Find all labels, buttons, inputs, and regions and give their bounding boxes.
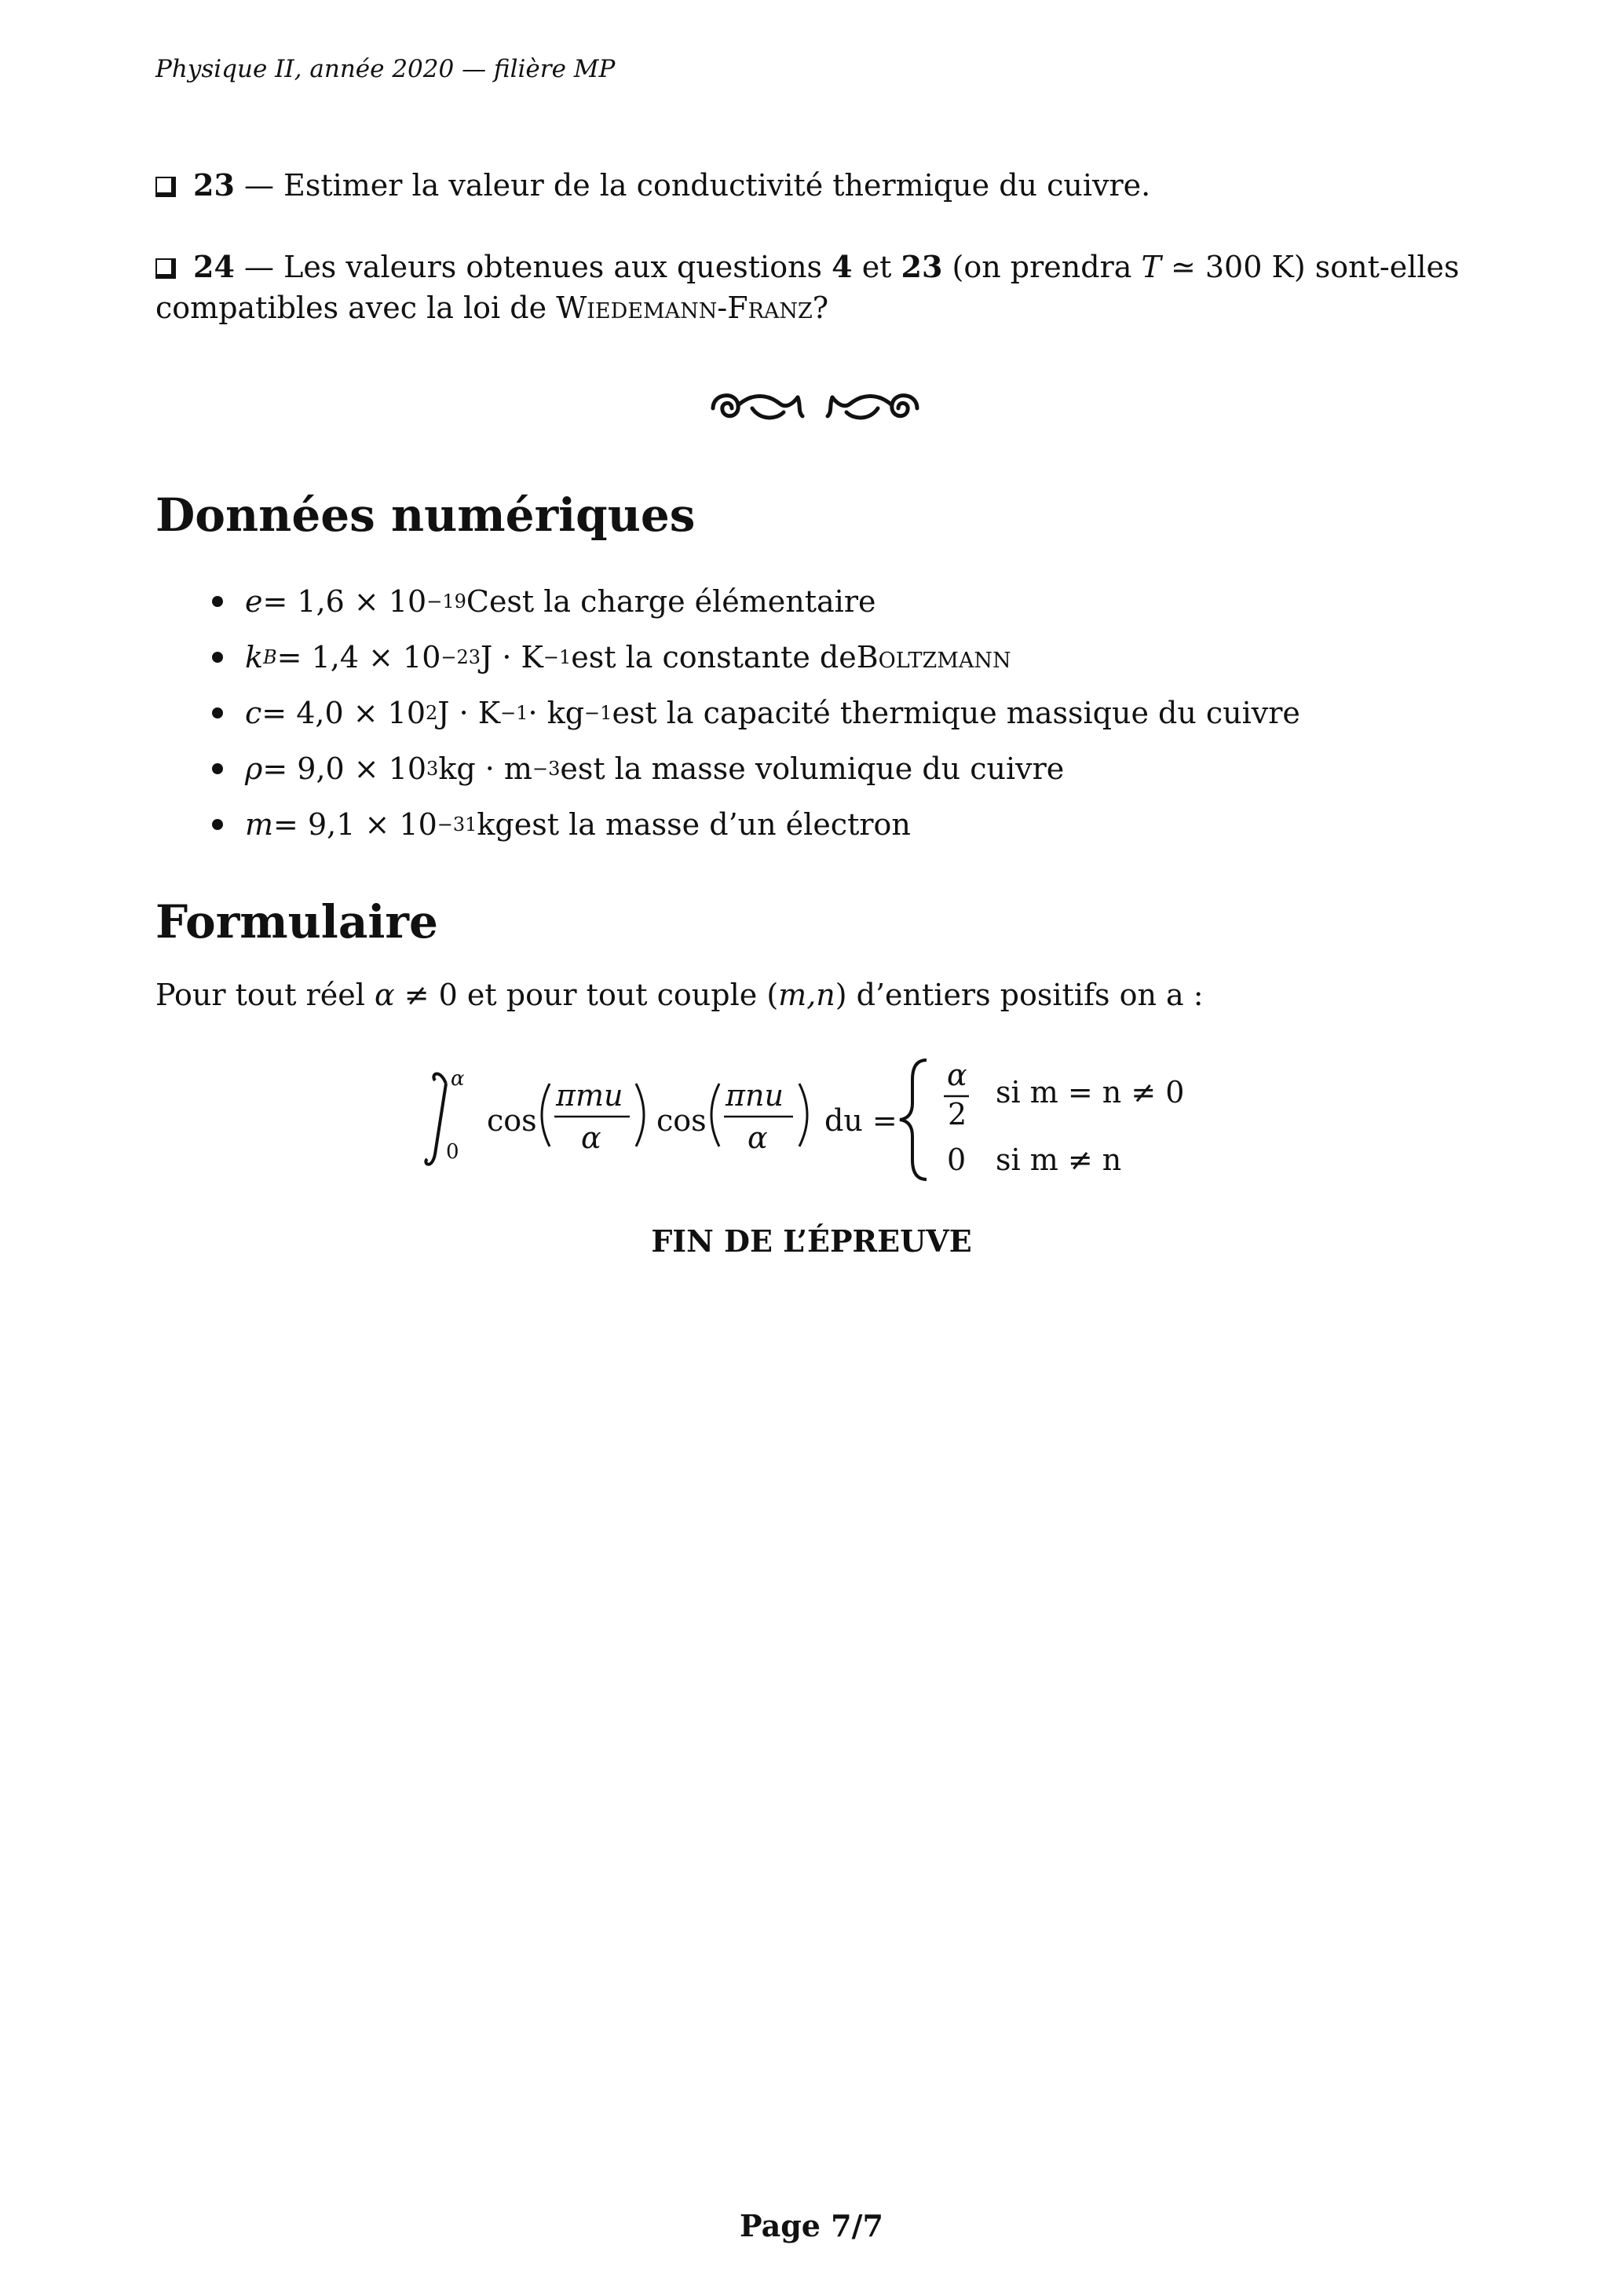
checkbox-icon: [155, 258, 176, 279]
question-number: 24: [193, 249, 235, 284]
question-24: 24 — Les valeurs obtenues aux questions 4 et 23 (on prendra T ≃ 300 K) sont-elles compatibles avec la loi de Wiedemann-Franz?: [155, 249, 1460, 325]
cos-2: cos: [656, 1103, 707, 1138]
bullet-icon: [212, 707, 223, 718]
question-text: Estimer la valeur de la conductivité thermique du cuivre.: [283, 168, 1151, 203]
case2-cond: si m ≠ n: [996, 1143, 1122, 1177]
num-1: πmu: [556, 1078, 623, 1113]
paren-left-1: [542, 1084, 550, 1146]
case2-val: 0: [947, 1143, 967, 1177]
paren-right-2: [799, 1084, 807, 1146]
formula-intro: Pour tout réel α ≠ 0 et pour tout couple (m,n) d’entiers positifs on a :: [155, 978, 1204, 1012]
list-item: e = 1,6 × 10 −19 C est la charge élémentaire: [212, 573, 1300, 629]
bullet-icon: [212, 652, 223, 663]
ornament-icon: [705, 377, 925, 440]
bullet-icon: [212, 596, 223, 607]
integral-lower: 0: [446, 1140, 459, 1164]
bullet-icon: [212, 819, 223, 830]
brace: [900, 1060, 927, 1179]
page-number: Page 7/7: [740, 2208, 883, 2243]
paren-right-1: [636, 1084, 644, 1146]
page-header: Physique II, année 2020 — filière MP: [155, 55, 616, 83]
law-name: Wiedemann-Franz: [556, 291, 813, 325]
case1-num: α: [947, 1058, 967, 1092]
paren-left-2: [711, 1084, 719, 1146]
list-item: k B = 1,4 × 10 −23 J · K −1 est la constante de Boltzmann: [212, 629, 1300, 685]
list-item: m = 9,1 × 10 −31 kg est la masse d’un électron: [212, 796, 1300, 852]
case1-den: 2: [948, 1097, 967, 1132]
checkbox-icon: [155, 177, 176, 197]
integral-upper: α: [451, 1067, 465, 1091]
den-1: α: [581, 1121, 601, 1155]
question-number: 23: [193, 167, 235, 203]
case1-cond: si m = n ≠ 0: [996, 1075, 1185, 1110]
section-title-data: Données numériques: [155, 488, 696, 542]
list-item: ρ = 9,0 × 10 3 kg · m −3 est la masse volumique du cuivre: [212, 740, 1300, 796]
list-item: c = 4,0 × 10 2 J · K −1 · kg −1 est la capacité thermique massique du cuivre: [212, 685, 1300, 740]
den-2: α: [748, 1121, 768, 1155]
du-equals: du =: [824, 1103, 897, 1138]
section-title-formula: Formulaire: [155, 895, 438, 949]
integral-sign: [426, 1073, 446, 1164]
question-separator: —: [243, 168, 274, 203]
end-of-exam: FIN DE L’ÉPREUVE: [651, 1223, 972, 1259]
constants-list: [212, 573, 1300, 852]
question-23: [155, 165, 1467, 206]
num-2: πnu: [726, 1078, 784, 1113]
cos-1: cos: [487, 1103, 537, 1138]
integral-formula: [424, 1052, 1209, 1186]
bullet-icon: [212, 763, 223, 774]
